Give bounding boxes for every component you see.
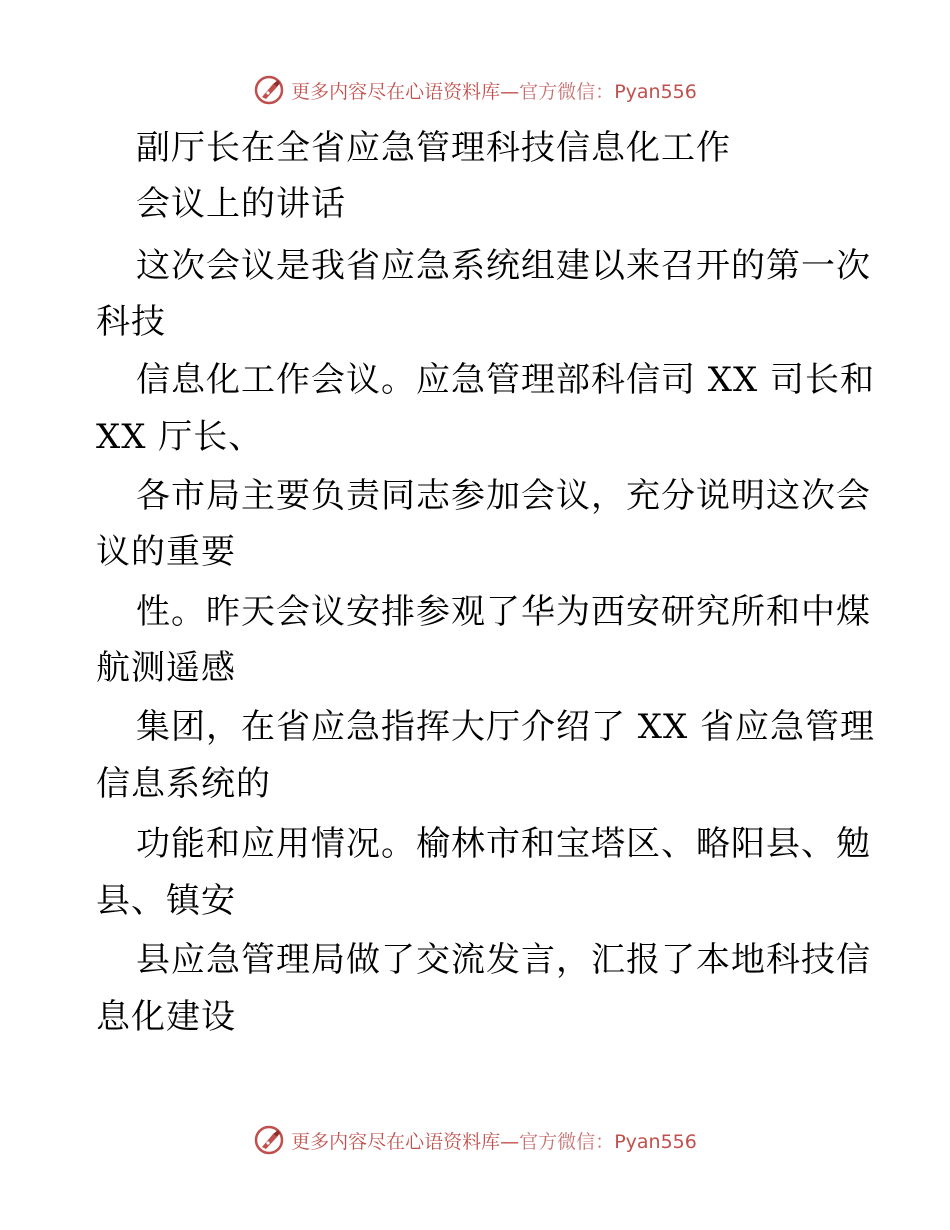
paragraph-line: 议的重要 — [96, 532, 236, 572]
paragraph-line: XX 厅长、 — [96, 417, 264, 457]
paragraph-line: 航测遥感 — [96, 648, 236, 688]
paragraph-line: 各市局主要负责同志参加会议，充分说明这次会 — [136, 476, 871, 516]
document-title-line-1: 副厅长在全省应急管理科技信息化工作 — [136, 128, 731, 168]
paragraph-line: 科技 — [96, 302, 166, 342]
paragraph-line: 息化建设 — [96, 997, 236, 1037]
paragraph-line: 县应急管理局做了交流发言，汇报了本地科技信 — [136, 940, 871, 980]
paragraph-line: 性。昨天会议安排参观了华为西安研究所和中煤 — [136, 592, 871, 632]
watermark-text: 更多内容尽在心语资料库—官方微信：Pyan556 — [291, 1130, 697, 1153]
paragraph-line: 信息系统的 — [96, 764, 271, 804]
document-title-line-2: 会议上的讲话 — [136, 184, 346, 224]
paragraph-line: 功能和应用情况。榆林市和宝塔区、略阳县、勉 — [136, 824, 871, 864]
paragraph-line: 这次会议是我省应急系统组建以来召开的第一次 — [136, 246, 871, 286]
pen-nib-logo-icon — [253, 1124, 285, 1156]
watermark-text: 更多内容尽在心语资料库—官方微信：Pyan556 — [291, 80, 697, 103]
paragraph-line: 信息化工作会议。应急管理部科信司 XX 司长和 — [136, 360, 876, 400]
paragraph-line: 集团，在省应急指挥大厅介绍了 XX 省应急管理 — [136, 707, 876, 747]
footer-watermark — [0, 1120, 950, 1160]
paragraph-line: 县、镇安 — [96, 881, 236, 921]
pen-nib-logo-icon — [253, 74, 285, 106]
header-watermark — [0, 70, 950, 110]
